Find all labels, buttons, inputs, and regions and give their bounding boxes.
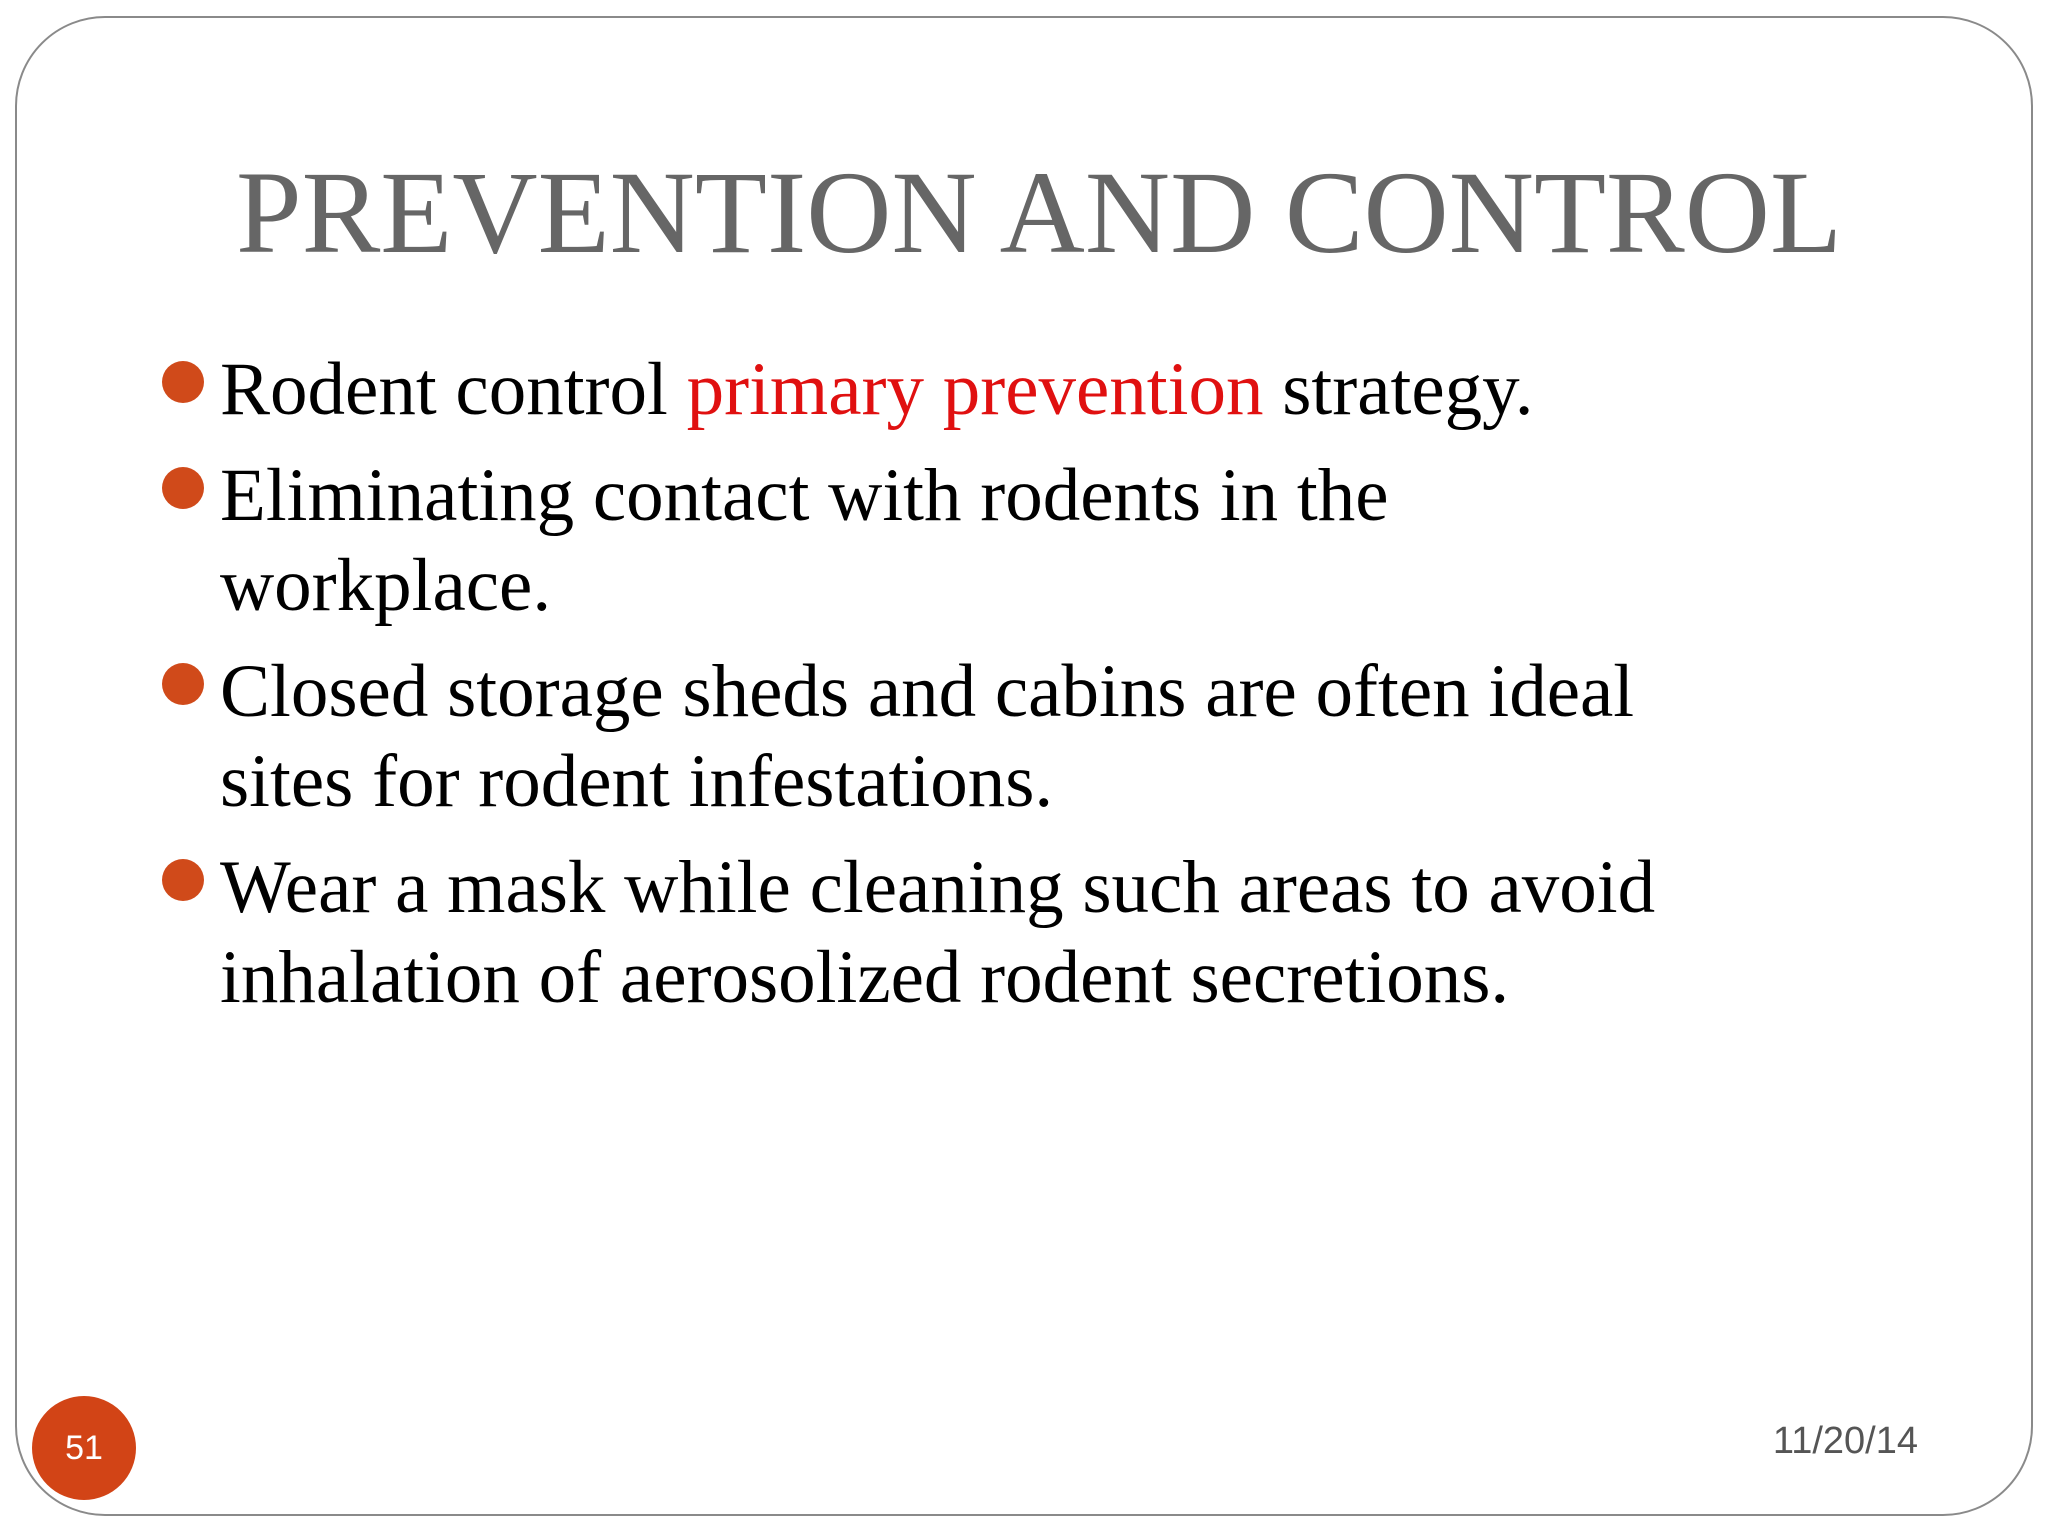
- bullet-text-part: Rodent control: [220, 348, 687, 431]
- bullet-dot-icon: [162, 663, 204, 705]
- bullet-text-part: strategy.: [1263, 348, 1534, 431]
- slide-date: 11/20/14: [1772, 1420, 1918, 1462]
- bullet-dot-icon: [162, 361, 204, 403]
- bullet-item: [160, 647, 1720, 827]
- bullet-line: workplace.: [220, 544, 552, 627]
- bullet-line: Closed storage sheds and cabins are often ideal: [220, 650, 1635, 733]
- page-number-badge: 51: [32, 1396, 136, 1500]
- bullet-line: Eliminating contact with rodents in the: [220, 454, 1389, 537]
- bullet-line: Wear a mask while cleaning such areas to avoid: [220, 846, 1656, 929]
- bullet-line: sites for rodent infestations.: [220, 740, 1054, 823]
- bullet-list: [160, 345, 1720, 1039]
- bullet-item: [160, 843, 1720, 1023]
- bullet-dot-icon: [162, 467, 204, 509]
- bullet-line: inhalation of aerosolized rodent secretions.: [220, 936, 1510, 1019]
- bullet-item: [160, 451, 1720, 631]
- bullet-dot-icon: [162, 859, 204, 901]
- slide-title: PREVENTION AND CONTROL: [235, 147, 1843, 278]
- bullet-item: [160, 345, 1720, 435]
- highlighted-text: primary prevention: [686, 348, 1264, 431]
